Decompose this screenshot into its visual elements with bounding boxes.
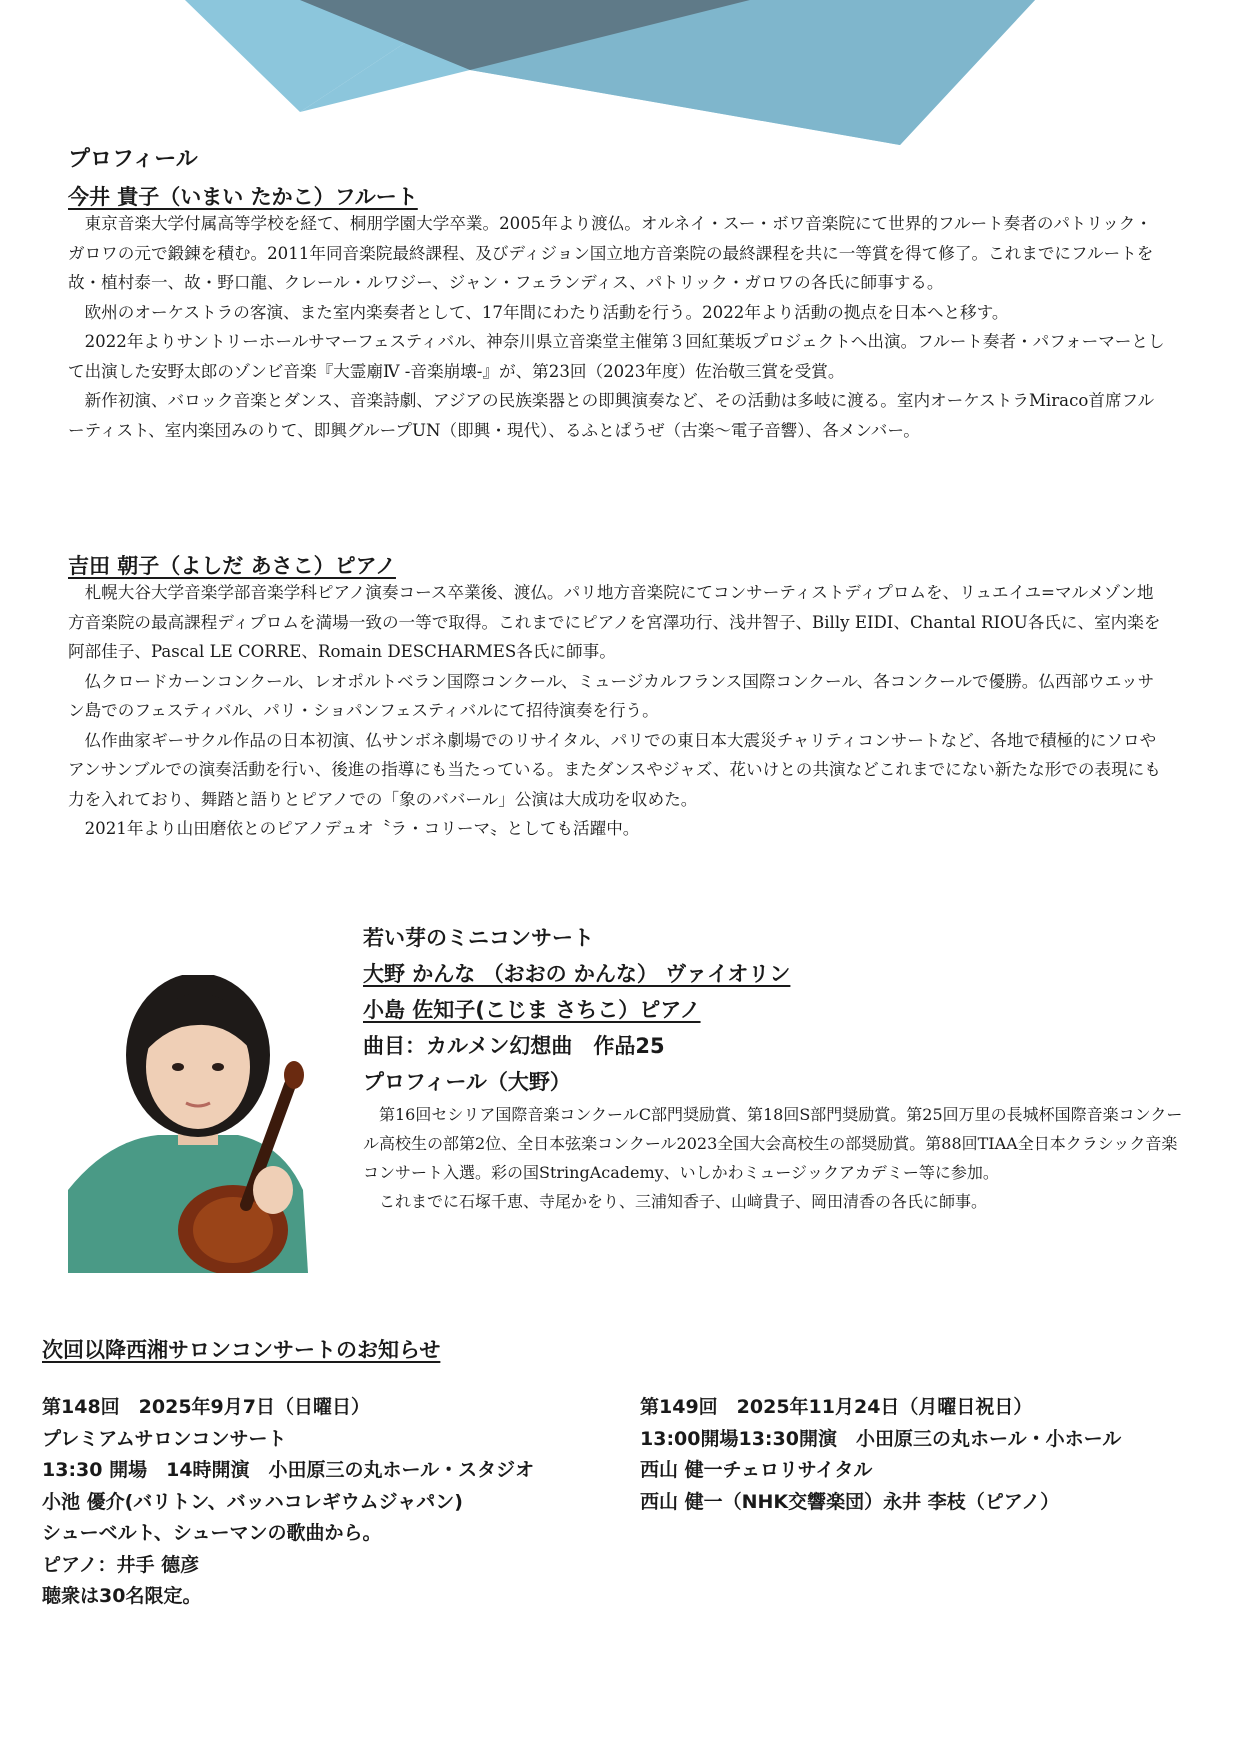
- bio-paragraph: これまでに石塚千恵、寺尾かをり、三浦知香子、山﨑貴子、岡田清香の各氏に師事。: [379, 1192, 988, 1211]
- notice-line: 西山 健一チェロリサイタル: [640, 1459, 873, 1481]
- mini-concert-performer-violin: 大野 かんな （おおの かんな） ヴァイオリン: [363, 962, 791, 986]
- bio-paragraph: 新作初演、バロック音楽とダンス、音楽詩劇、アジアの民族楽器との即興演奏など、その活動は多岐に渡る。室内オーケストラMiraco首席フルーティスト、室内楽団みのりて、即興グループUN（即興・現代）、るふとぱうぜ（古楽〜電子音響）、各メンバー。: [68, 391, 1155, 440]
- bio-paragraph: 2022年よりサントリーホールサマーフェスティバル、神奈川県立音楽堂主催第３回紅葉坂プロジェクトへ出演。フルート奏者・パフォーマーとして出演した安野太郎のゾンビ音楽『大霊廟Ⅳ -音楽崩壊-』が、第23回（2023年度）佐治敬三賞を受賞。: [68, 332, 1165, 381]
- mini-concert-title: 若い芽のミニコンサート: [363, 926, 594, 950]
- notice-line: 西山 健一（NHK交響楽団）永井 李枝（ピアノ）: [640, 1490, 1060, 1513]
- notice-line: 小池 優介(バリトン、バッハコレギウムジャパン): [42, 1490, 463, 1513]
- bio-paragraph: 東京音楽大学付属高等学校を経て、桐朋学園大学卒業。2005年より渡仏。オルネイ・スー・ボワ音楽院にて世界的フルート奏者のパトリック・ガロワの元で鍛錬を積む。2011年同音楽院最終課程、及びディジョン国立地方音楽院の最終課程を共に一等賞を得て修了。これまでにフルートを故・植村泰一、故・野口龍、クレール・ルワジー、ジャン・フェランディス、パトリック・ガロワの各氏に師事する。: [68, 214, 1154, 292]
- bio-paragraph: 仏クロードカーンコンクール、レオポルトベラン国際コンクール、ミュージカルフランス国際コンクール、各コンクールで優勝。仏西部ウエッサン島でのフェスティバル、パリ・ショパンフェスティバルにて招待演奏を行う。: [68, 671, 1155, 720]
- violinist-photo: [68, 975, 328, 1273]
- notice-line: プレミアムサロンコンサート: [42, 1427, 287, 1450]
- mini-concert-bio: [363, 1100, 1183, 1216]
- performer-imai-bio: [68, 209, 1168, 445]
- profile-heading: プロフィール: [68, 147, 198, 172]
- mini-concert-profile-heading: プロフィール（大野）: [363, 1070, 571, 1094]
- bio-paragraph: 札幌大谷大学音楽学部音楽学科ピアノ演奏コース卒業後、渡仏。パリ地方音楽院にてコンサーティストディプロムを、リュエイユ=マルメゾン地方音楽院の最高課程ディプロムを満場一致の一等で取得。これまでにピアノを宮澤功行、浅井智子、Billy EIDI、Chantal RIOU各氏に、室内楽を阿部佳子、Pascal LE CORRE、Romain DESCHARMES各氏に師事。: [68, 583, 1161, 661]
- notice-line: 第149回 2025年11月24日（月曜日祝日）: [640, 1396, 1033, 1418]
- notice-line: シューベルト、シューマンの歌曲から。: [42, 1522, 382, 1544]
- mini-concert-program: 曲目：カルメン幻想曲 作品25: [363, 1034, 665, 1058]
- bio-paragraph: 2021年より山田磨依とのピアノデュオ〝ラ・コリーマ〟としても活躍中。: [84, 819, 640, 838]
- notice-line: 第148回 2025年9月7日（日曜日）: [42, 1396, 370, 1418]
- notice-right-column: [640, 1392, 1121, 1518]
- bio-paragraph: 仏作曲家ギーサクル作品の日本初演、仏サンボネ劇場でのリサイタル、パリでの東日本大震災チャリティコンサートなど、各地で積極的にソロやアンサンブルでの演奏活動を行い、後進の指導にも当たっている。またダンスやジャズ、花いけとの共演などこれまでにない新たな形での表現にも力を入れており、舞踏と語りとピアノでの「象のババール」公演は大成功を収めた。: [68, 730, 1161, 809]
- notice-line: 13:00開場13:30開演 小田原三の丸ホール・小ホール: [640, 1427, 1122, 1450]
- mini-concert-block: [363, 920, 790, 1100]
- performer-yoshida-heading: 吉田 朝子（よしだ あさこ）ピアノ: [68, 554, 396, 578]
- notice-line: 聴衆は30名限定。: [42, 1585, 202, 1607]
- bio-paragraph: 欧州のオーケストラの客演、また室内楽奏者として、17年間にわたり活動を行う。2022年より活動の拠点を日本へと移す。: [84, 302, 1009, 322]
- mini-concert-performer-piano: 小島 佐知子(こじま さちこ）ピアノ: [363, 998, 701, 1022]
- notice-heading: 次回以降西湘サロンコンサートのお知らせ: [42, 1338, 441, 1362]
- bio-paragraph: 第16回セシリア国際音楽コンクールC部門奨励賞、第18回S部門奨励賞。第25回万里の長城杯国際音楽コンクール高校生の部第2位、全日本弦楽コンクール2023全国大会高校生の部奨励賞。第88回TIAA全日本クラシック音楽コンサート入選。彩の国StringAcademy、いしかわミュージックアカデミー等に参加。: [363, 1105, 1183, 1182]
- performer-yoshida-bio: [68, 578, 1168, 844]
- notice-line: 13:30 開場 14時開演 小田原三の丸ホール・スタジオ: [42, 1459, 535, 1481]
- header-decoration: [0, 0, 1240, 160]
- notice-left-column: [42, 1392, 534, 1613]
- notice-line: ピアノ：井手 德彦: [42, 1553, 200, 1576]
- performer-imai-heading: 今井 貴子（いまい たかこ）フルート: [68, 185, 418, 209]
